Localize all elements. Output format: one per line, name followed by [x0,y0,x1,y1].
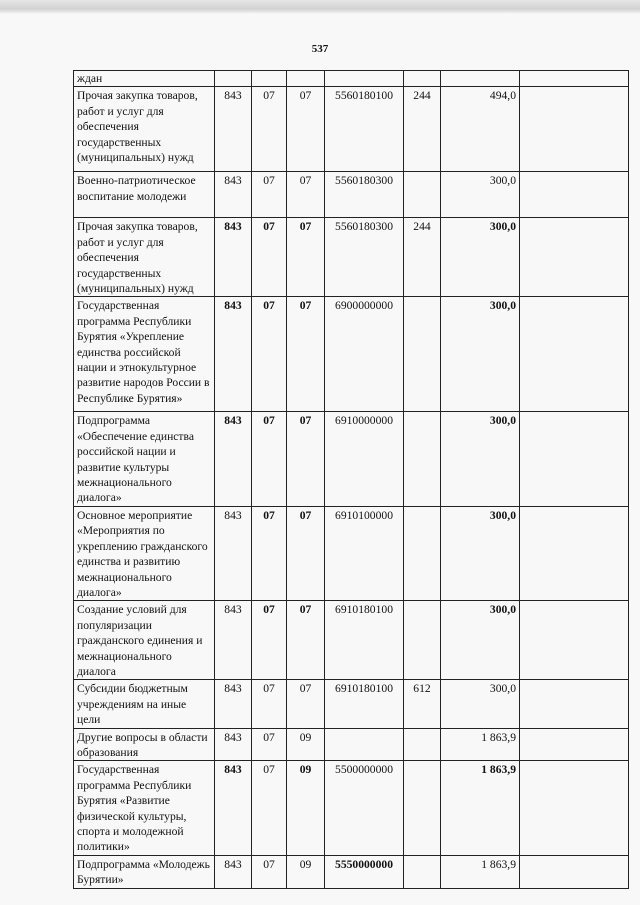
row-grbs: 843 [215,680,252,728]
row-pr: 07 [287,218,325,297]
row-pr: 07 [287,172,325,218]
row-empty-cell [520,680,629,728]
row-csr: 6910180100 [325,680,404,728]
row-empty-cell [520,728,629,761]
row-amount: 300,0 [441,218,520,297]
table-row [74,71,629,87]
row-rz [252,71,287,87]
row-name: Государственная программа Республики Бурятия «Укрепление единства российской нации и этнокультурное развитие народов России в Республике Бурятия» [74,297,215,412]
row-vr [404,855,441,888]
row-grbs: 843 [215,728,252,761]
budget-table [73,70,629,889]
row-empty-cell [520,761,629,855]
row-rz: 07 [252,506,287,600]
row-vr [404,601,441,680]
row-grbs: 843 [215,412,252,506]
row-grbs: 843 [215,855,252,888]
row-vr [404,172,441,218]
table-row [74,172,629,218]
row-name: Основное мероприятие «Мероприятия по укреплению гражданского единства и развитию межнационального диалога» [74,506,215,600]
row-rz: 07 [252,172,287,218]
row-amount: 300,0 [441,172,520,218]
row-name: Субсидии бюджетным учреждениям на иные цели [74,680,215,728]
row-csr: 5550000000 [325,855,404,888]
row-grbs: 843 [215,172,252,218]
row-pr: 09 [287,761,325,855]
row-csr [325,71,404,87]
row-amount: 300,0 [441,506,520,600]
row-grbs: 843 [215,87,252,172]
row-grbs: 843 [215,601,252,680]
row-grbs: 843 [215,506,252,600]
row-amount [441,71,520,87]
row-csr: 5560180100 [325,87,404,172]
row-pr: 09 [287,855,325,888]
row-name: Создание условий для популяризации гражданского единения и межнационального диалога [74,601,215,680]
row-rz: 07 [252,855,287,888]
row-name: Государственная программа Республики Бурятия «Развитие физической культуры, спорта и молодежной политики» [74,761,215,855]
row-csr: 6910180100 [325,601,404,680]
table-row [74,728,629,761]
row-name: Подпрограмма «Молодежь Бурятии» [74,855,215,888]
table-row [74,412,629,506]
row-csr: 5500000000 [325,761,404,855]
row-vr: 244 [404,218,441,297]
row-vr [404,71,441,87]
row-vr [404,412,441,506]
table-row [74,506,629,600]
row-name: ждан [74,71,215,87]
row-empty-cell [520,218,629,297]
row-amount: 300,0 [441,601,520,680]
row-pr: 07 [287,412,325,506]
row-pr: 07 [287,680,325,728]
row-empty-cell [520,506,629,600]
row-empty-cell [520,71,629,87]
row-grbs: 843 [215,297,252,412]
row-vr: 612 [404,680,441,728]
row-rz: 07 [252,680,287,728]
row-amount: 1 863,9 [441,728,520,761]
row-amount: 300,0 [441,297,520,412]
row-rz: 07 [252,761,287,855]
row-csr: 6910100000 [325,506,404,600]
row-pr: 09 [287,728,325,761]
row-name: Подпрограмма «Обеспечение единства российской нации и развитие культуры межнационального диалога» [74,412,215,506]
row-pr: 07 [287,601,325,680]
row-amount: 1 863,9 [441,855,520,888]
row-pr: 07 [287,506,325,600]
row-empty-cell [520,855,629,888]
page-number: 537 [311,43,329,55]
row-amount: 494,0 [441,87,520,172]
row-vr [404,728,441,761]
row-pr: 07 [287,87,325,172]
table-row [74,601,629,680]
row-csr: 5560180300 [325,172,404,218]
row-empty-cell [520,412,629,506]
row-csr [325,728,404,761]
row-amount: 1 863,9 [441,761,520,855]
row-amount: 300,0 [441,680,520,728]
row-rz: 07 [252,412,287,506]
row-grbs [215,71,252,87]
row-name: Военно-патриотическое воспитание молодежи [74,172,215,218]
row-rz: 07 [252,728,287,761]
row-csr: 6910000000 [325,412,404,506]
table-row [74,218,629,297]
row-vr [404,297,441,412]
table-row [74,761,629,855]
row-name: Прочая закупка товаров, работ и услуг для обеспечения государственных (муниципальных) нужд [74,87,215,172]
row-empty-cell [520,297,629,412]
table-row [74,297,629,412]
row-rz: 07 [252,601,287,680]
row-name: Прочая закупка товаров, работ и услуг для обеспечения государственных (муниципальных) нужд [74,218,215,297]
row-empty-cell [520,87,629,172]
row-pr: 07 [287,297,325,412]
row-rz: 07 [252,297,287,412]
table-row [74,855,629,888]
table-row [74,680,629,728]
row-grbs: 843 [215,218,252,297]
scan-top-edge [0,0,640,14]
row-grbs: 843 [215,761,252,855]
row-name: Другие вопросы в области образования [74,728,215,761]
row-empty-cell [520,172,629,218]
row-rz: 07 [252,87,287,172]
row-pr [287,71,325,87]
row-csr: 5560180300 [325,218,404,297]
row-amount: 300,0 [441,412,520,506]
row-rz: 07 [252,218,287,297]
row-vr: 244 [404,87,441,172]
row-csr: 6900000000 [325,297,404,412]
table-row [74,87,629,172]
row-vr [404,506,441,600]
row-empty-cell [520,601,629,680]
row-vr [404,761,441,855]
